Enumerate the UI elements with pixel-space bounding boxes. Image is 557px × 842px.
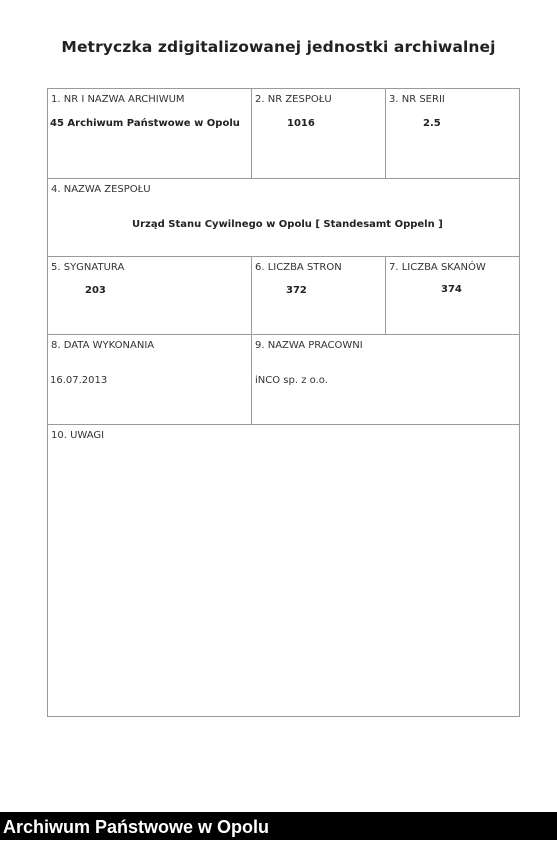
field-archive-value: 45 Archiwum Państwowe w Opolu [50, 118, 240, 129]
field-series-no [386, 89, 519, 179]
field-date-label: 8. DATA WYKONANIA [51, 340, 155, 351]
field-fonds-no-value: 1016 [287, 118, 315, 129]
field-scans-value: 374 [441, 284, 462, 295]
metadata-form [47, 88, 520, 717]
field-lab-value: iNCO sp. z o.o. [255, 375, 328, 386]
field-notes-label: 10. UWAGI [51, 430, 105, 441]
field-series-no-label: 3. NR SERII [389, 94, 445, 105]
field-fonds-no-label: 2. NR ZESPOŁU [255, 94, 332, 105]
field-fonds-no [252, 89, 386, 179]
field-date [48, 335, 252, 425]
field-fonds-name-label: 4. NAZWA ZESPOŁU [51, 184, 151, 195]
field-fonds-name [48, 179, 519, 257]
field-archive-label: 1. NR I NAZWA ARCHIWUM [51, 94, 185, 105]
field-signature [48, 257, 252, 335]
field-pages-value: 372 [286, 285, 307, 296]
field-pages-label: 6. LICZBA STRON [255, 262, 342, 273]
field-notes [48, 425, 519, 716]
field-lab-label: 9. NAZWA PRACOWNI [255, 340, 363, 351]
field-date-value: 16.07.2013 [50, 375, 108, 386]
archive-banner: Archiwum Państwowe w Opolu [0, 812, 557, 840]
field-scans [386, 257, 519, 335]
field-signature-value: 203 [85, 285, 106, 296]
field-scans-label: 7. LICZBA SKANÓW [389, 262, 486, 273]
document-title: Metryczka zdigitalizowanej jednostki archiwalnej [61, 38, 496, 56]
field-archive [48, 89, 252, 179]
field-fonds-name-value: Urząd Stanu Cywilnego w Opolu [ Standesamt Oppeln ] [132, 219, 443, 230]
field-series-no-value: 2.5 [423, 118, 441, 129]
field-signature-label: 5. SYGNATURA [51, 262, 125, 273]
field-lab [252, 335, 519, 425]
field-pages [252, 257, 386, 335]
